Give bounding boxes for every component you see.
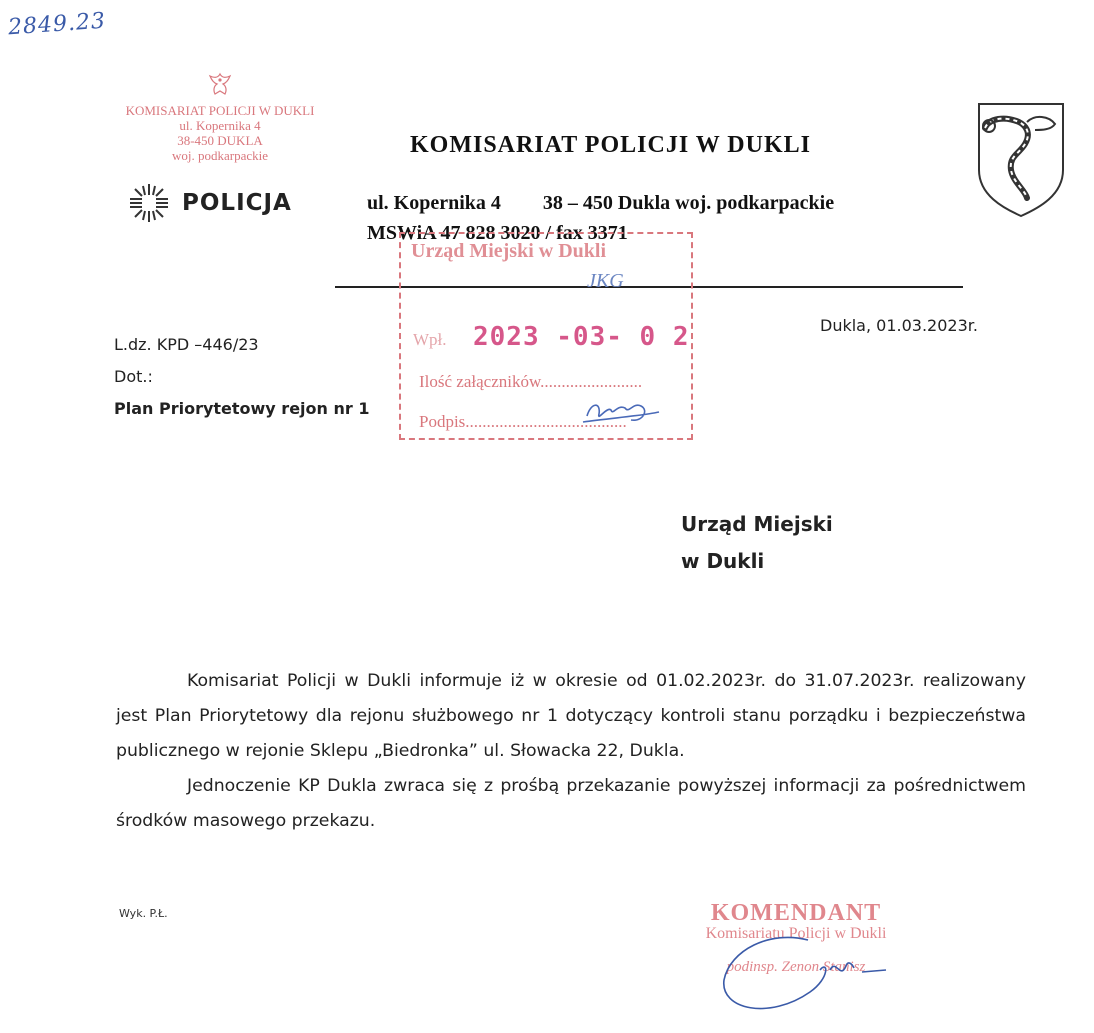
letterhead-city: 38 – 450 Dukla woj. podkarpackie bbox=[542, 192, 835, 214]
reference-subject: Plan Priorytetowy rejon nr 1 bbox=[114, 399, 370, 418]
addressee bbox=[681, 506, 833, 580]
body-paragraph-1: Komisariat Policji w Dukli informuje iż w okresie od 01.02.2023r. do 31.07.2023r. realizowany jest Plan Priorytetowy dla rejonu służbowego nr 1 dotyczący kontroli stanu porządku i bezpieczeństwa publicznego w rejonie Sklepu „Biedronka” ul. Słowacka 22, Dukla. bbox=[116, 671, 1026, 761]
commander-signature-icon bbox=[690, 920, 890, 1030]
hunting-horn-coat-of-arms-icon bbox=[975, 100, 1067, 220]
letterhead-street: ul. Kopernika 4 bbox=[367, 192, 501, 214]
header-stamp-line-4: woj. podkarpackie bbox=[171, 148, 269, 163]
registration-initials: JKG bbox=[587, 270, 624, 292]
prepared-by: Wyk. P.Ł. bbox=[119, 907, 168, 920]
letterhead-title: KOMISARIAT POLICJI W DUKLI bbox=[410, 132, 811, 158]
header-stamp-line-1: KOMISARIAT POLICJI W DUKLI bbox=[125, 103, 315, 118]
letterhead-phone: MSWiA 47 828 3020 / fax 3371 bbox=[367, 222, 628, 244]
addressee-line-1: Urząd Miejski bbox=[681, 512, 833, 536]
body-paragraph-2: Jednoczenie KP Dukla zwraca się z prośbą przekazanie powyższej informacji za pośrednictwem środków masowego przekazu. bbox=[116, 776, 1026, 831]
signature-name: podinsp. Zenon Stanisz bbox=[726, 959, 866, 975]
reference-block bbox=[114, 329, 369, 425]
signature-unit: Komisariatu Policji w Dukli bbox=[705, 925, 887, 942]
header-stamp-line-3: 38-450 DUKLA bbox=[177, 133, 263, 148]
handwritten-number: 2849.23 bbox=[7, 8, 107, 41]
eagle-emblem-icon bbox=[205, 72, 235, 98]
registration-office: Urząd Miejski w Dukli bbox=[411, 240, 606, 262]
handwritten-signature-icon bbox=[581, 396, 661, 426]
policja-logo bbox=[126, 181, 292, 225]
policja-wordmark: POLICJA bbox=[182, 190, 292, 216]
signature-label: Podpis...................................... bbox=[419, 412, 627, 431]
attachments-label: Ilość załączników........................ bbox=[419, 372, 643, 391]
letter-body bbox=[116, 664, 1026, 839]
header-stamp-line-2: ul. Kopernika 4 bbox=[179, 118, 261, 133]
received-label: Wpł. bbox=[413, 330, 447, 349]
signature-rank: KOMENDANT bbox=[710, 900, 882, 926]
addressee-line-2: w Dukli bbox=[681, 549, 765, 573]
reference-number: L.dz. KPD –446/23 bbox=[114, 335, 259, 354]
place-date: Dukla, 01.03.2023r. bbox=[820, 316, 978, 335]
police-header-stamp bbox=[100, 72, 340, 163]
police-star-icon bbox=[126, 181, 172, 225]
received-date: 2023 -03- 0 2 bbox=[473, 322, 690, 352]
reference-dot-label: Dot.: bbox=[114, 367, 153, 386]
registration-stamp bbox=[399, 232, 693, 440]
